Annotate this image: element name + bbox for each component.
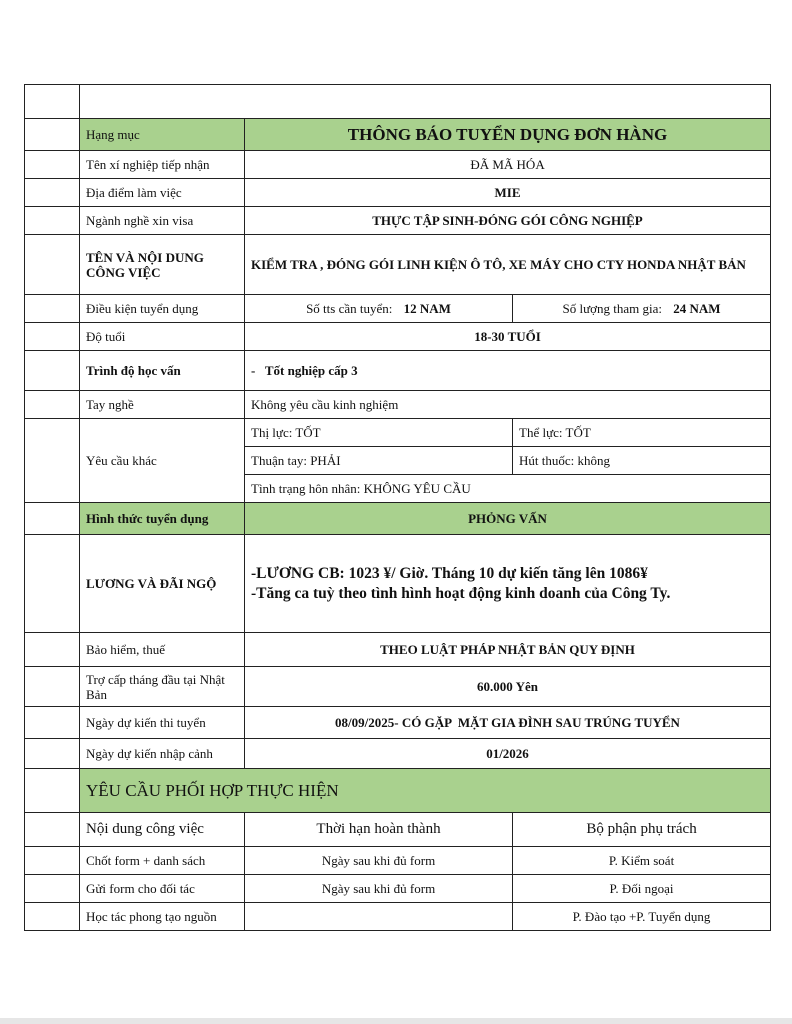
entry-date-label: Ngày dự kiến nhập cảnh (80, 739, 245, 769)
blank-cell (80, 85, 771, 119)
exam-date-row (25, 707, 771, 739)
blank-cell (25, 85, 80, 119)
location-row (25, 179, 771, 207)
visa-row (25, 207, 771, 235)
insurance-value: THEO LUẬT PHÁP NHẬT BẢN QUY ĐỊNH (245, 633, 771, 667)
coordination-title: YÊU CẦU PHỐI HỢP THỰC HIỆN (80, 769, 771, 813)
age-row (25, 323, 771, 351)
category-header: Hạng mục (80, 119, 245, 151)
other-label: Yêu cầu khác (80, 419, 245, 503)
deadline-cell: Ngày sau khi đủ form (245, 847, 513, 875)
dept-cell: P. Đào tạo +P. Tuyển dụng (513, 903, 771, 931)
coordination-row (25, 903, 771, 931)
allowance-label: Trợ cấp tháng đầu tại Nhật Bản (80, 667, 245, 707)
age-value: 18-30 TUỔI (245, 323, 771, 351)
coordination-title-row (25, 769, 771, 813)
conditions-row (25, 295, 771, 323)
join-value: 24 NAM (673, 301, 721, 316)
task-cell: Học tác phong tạo nguồn (80, 903, 245, 931)
allowance-row (25, 667, 771, 707)
education-label: Trình độ học vấn (80, 351, 245, 391)
skill-row (25, 391, 771, 419)
needed-value: 12 NAM (403, 301, 451, 316)
job-row (25, 235, 771, 295)
location-label: Địa điểm làm việc (80, 179, 245, 207)
coordination-row (25, 847, 771, 875)
salary-line-2: -Tăng ca tuỳ theo tình hình hoạt động kinh doanh của Công Ty. (251, 584, 671, 602)
eyesight-value: Thị lực: TỐT (245, 419, 513, 447)
visa-value: THỰC TẬP SINH-ĐÓNG GÓI CÔNG NGHIỆP (245, 207, 771, 235)
join-label: Số lượng tham gia: (562, 301, 662, 316)
task-cell: Chốt form + danh sách (80, 847, 245, 875)
education-value: - Tốt nghiệp cấp 3 (245, 351, 771, 391)
recruit-label: Hình thức tuyển dụng (80, 503, 245, 535)
needed-cell (245, 295, 513, 323)
join-cell (513, 295, 771, 323)
other-row-1 (25, 419, 771, 447)
handed-value: Thuận tay: PHẢI (245, 447, 513, 475)
blank-top-row (25, 85, 771, 119)
dept-cell: P. Kiểm soát (513, 847, 771, 875)
company-label: Tên xí nghiệp tiếp nhận (80, 151, 245, 179)
age-label: Độ tuổi (80, 323, 245, 351)
allowance-value: 60.000 Yên (245, 667, 771, 707)
page-bottom-edge (0, 1018, 792, 1024)
smoking-value: Hút thuốc: không (513, 447, 771, 475)
job-label: TÊN VÀ NỘI DUNG CÔNG VIỆC (80, 235, 245, 295)
col-header-task: Nội dung công việc (80, 813, 245, 847)
skill-value: Không yêu cầu kinh nghiệm (245, 391, 771, 419)
marital-value: Tình trạng hôn nhân: KHÔNG YÊU CẦU (245, 475, 771, 503)
col-header-dept: Bộ phận phụ trách (513, 813, 771, 847)
deadline-cell (245, 903, 513, 931)
task-cell: Gửi form cho đối tác (80, 875, 245, 903)
recruit-value: PHỎNG VẤN (245, 503, 771, 535)
insurance-row (25, 633, 771, 667)
education-row (25, 351, 771, 391)
exam-date-label: Ngày dự kiến thi tuyển (80, 707, 245, 739)
salary-label: LƯƠNG VÀ ĐÃI NGỘ (80, 535, 245, 633)
company-value: ĐÃ MÃ HÓA (245, 151, 771, 179)
conditions-label: Điều kiện tuyển dụng (80, 295, 245, 323)
coordination-header-row (25, 813, 771, 847)
coordination-row (25, 875, 771, 903)
entry-date-value: 01/2026 (245, 739, 771, 769)
entry-date-row (25, 739, 771, 769)
deadline-cell: Ngày sau khi đủ form (245, 875, 513, 903)
col-header-deadline: Thời hạn hoàn thành (245, 813, 513, 847)
salary-row (25, 535, 771, 633)
fitness-value: Thể lực: TỐT (513, 419, 771, 447)
dept-cell: P. Đối ngoại (513, 875, 771, 903)
exam-date-value: 08/09/2025- CÓ GẶP MẶT GIA ĐÌNH SAU TRÚNG TUYỂN (245, 707, 771, 739)
document-title: THÔNG BÁO TUYỂN DỤNG ĐƠN HÀNG (245, 119, 771, 151)
job-value: KIỂM TRA , ĐÓNG GÓI LINH KIỆN Ô TÔ, XE MÁY CHO CTY HONDA NHẬT BẢN (245, 235, 771, 295)
company-row (25, 151, 771, 179)
needed-label: Số tts cần tuyển: (306, 301, 393, 316)
insurance-label: Bảo hiểm, thuế (80, 633, 245, 667)
recruitment-table (24, 84, 771, 931)
index-cell (25, 119, 80, 151)
salary-line-1: -LƯƠNG CB: 1023 ¥/ Giờ. Tháng 10 dự kiến tăng lên 1086¥ (251, 564, 648, 582)
skill-label: Tay nghề (80, 391, 245, 419)
recruit-row (25, 503, 771, 535)
visa-label: Ngành nghề xin visa (80, 207, 245, 235)
location-value: MIE (245, 179, 771, 207)
salary-value (245, 535, 771, 633)
header-row (25, 119, 771, 151)
